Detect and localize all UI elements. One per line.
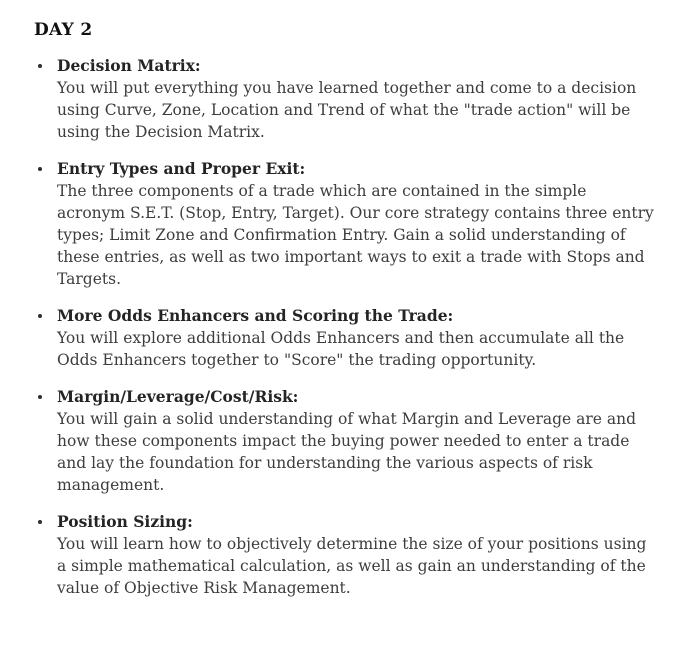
bullet-icon	[38, 314, 42, 318]
topic-content	[57, 511, 659, 599]
topic-body: You will gain a solid understanding of what Margin and Leverage are and how these components impact the buying power needed to enter a trade and lay the foundation for understanding the various aspects of risk management.	[57, 410, 637, 494]
topic-content	[57, 386, 659, 496]
topic-body: You will learn how to objectively determine the size of your positions using a simple mathematical calculation, as well as gain an understanding of the value of Objective Risk Management.	[57, 535, 647, 597]
topic-heading: Entry Types and Proper Exit:	[57, 159, 306, 178]
topic-body: The three components of a trade which are contained in the simple acronym S.E.T. (Stop, Entry, Target). Our core strategy contains three entry types; Limit Zone and Confirmation Entry. Gain a solid understanding of these entries, as well as two important ways to exit a trade with Stops and Targets.	[57, 182, 654, 288]
topic-content	[57, 305, 659, 371]
topic-heading: Position Sizing:	[57, 512, 193, 531]
topic-body: You will put everything you have learned together and come to a decision using Curve, Zone, Location and Trend of what the "trade action" will be using the Decision Matrix.	[57, 79, 637, 141]
topic-heading: Decision Matrix:	[57, 56, 201, 75]
topics-list	[34, 55, 661, 599]
list-item	[34, 305, 661, 371]
topic-content	[57, 158, 659, 290]
topic-body: You will explore additional Odds Enhancers and then accumulate all the Odds Enhancers together to "Score" the trading opportunity.	[57, 329, 625, 369]
topic-heading: More Odds Enhancers and Scoring the Trade:	[57, 306, 454, 325]
list-item	[34, 55, 661, 143]
list-item	[34, 386, 661, 496]
list-item	[34, 511, 661, 599]
bullet-icon	[38, 395, 42, 399]
list-item	[34, 158, 661, 290]
topic-heading: Margin/Leverage/Cost/Risk:	[57, 387, 299, 406]
topic-content	[57, 55, 659, 143]
bullet-icon	[38, 64, 42, 68]
page-title: DAY 2	[34, 20, 93, 40]
bullet-icon	[38, 520, 42, 524]
bullet-icon	[38, 167, 42, 171]
